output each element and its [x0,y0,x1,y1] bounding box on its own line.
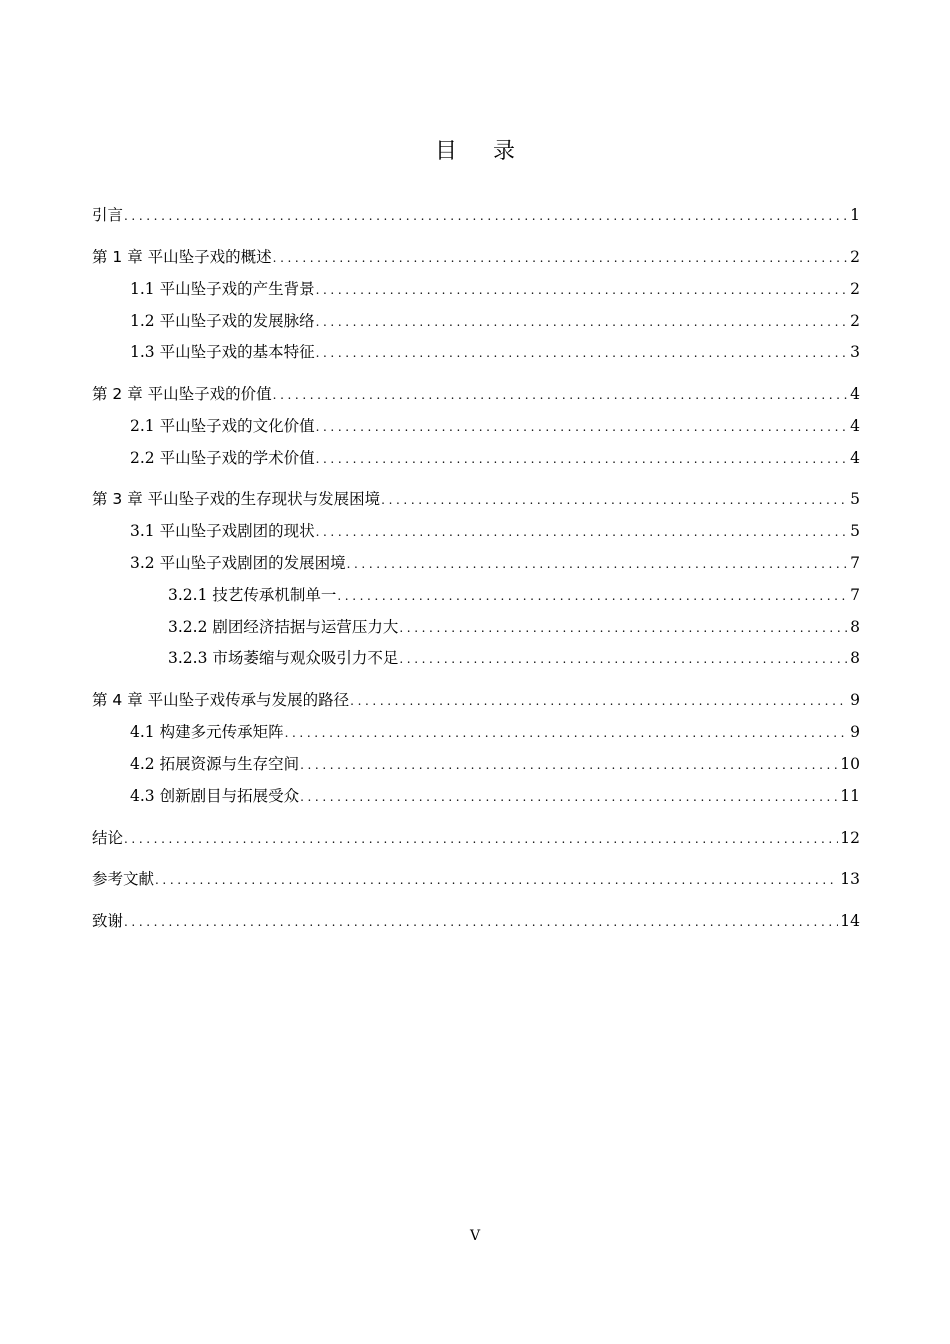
toc-entry-label: 2.1 平山坠子戏的文化价值 [130,417,315,435]
toc-entry-label: 第 1 章 平山坠子戏的概述 [92,248,272,266]
toc-entry[interactable] [130,784,860,808]
toc-leader-dots [316,520,849,544]
toc-entry[interactable] [168,615,860,639]
toc-entry-page: 12 [840,829,860,847]
toc-entry-page: 5 [850,522,860,540]
toc-entry-label: 4.2 拓展资源与生存空间 [130,755,300,773]
toc-entry-page: 4 [850,385,860,403]
toc-entry-label: 参考文献 [92,870,155,888]
toc-entry-page: 5 [850,490,860,508]
toc-entry-page: 7 [850,586,860,604]
toc-entry[interactable] [168,583,860,607]
toc-entry[interactable] [168,646,860,670]
toc-entry-page: 4 [850,449,860,467]
toc-entry-page: 10 [840,755,860,773]
toc-entry[interactable] [92,382,860,406]
toc-entry-page: 8 [850,649,860,667]
toc-entry[interactable] [130,551,860,575]
toc-leader-dots [316,415,849,439]
toc-entry-page: 14 [840,912,860,930]
toc-entry-label: 第 3 章 平山坠子戏的生存现状与发展困境 [92,490,381,508]
toc-entry[interactable] [130,340,860,364]
toc-leader-dots [300,753,838,777]
toc-entry[interactable] [92,487,860,511]
toc-leader-dots [399,616,848,640]
toc-entry-page: 4 [850,417,860,435]
toc-entry[interactable] [130,519,860,543]
page-title: 目录 [434,139,551,164]
toc-entry[interactable] [92,826,860,850]
toc-entry-page: 1 [850,206,860,224]
toc-leader-dots [399,647,848,671]
toc-entry-label: 3.2.2 剧团经济拮据与运营压力大 [168,618,399,636]
toc-leader-dots [316,310,849,334]
toc-entry-label: 3.2 平山坠子戏剧团的发展困境 [130,554,346,572]
toc-entry[interactable] [130,752,860,776]
toc-leader-dots [316,447,849,471]
toc-entry-page: 11 [840,787,860,805]
toc-leader-dots [316,341,849,365]
toc-leader-dots [337,584,848,608]
toc-leader-dots [381,488,848,512]
toc-entry-page: 3 [850,343,860,361]
toc-leader-dots [273,246,848,270]
toc-leader-dots [124,204,848,228]
toc-entry-page: 8 [850,618,860,636]
toc-entry[interactable] [130,446,860,470]
toc-entry-label: 1.2 平山坠子戏的发展脉络 [130,312,315,330]
toc-leader-dots [350,689,848,713]
toc-entry-page: 7 [850,554,860,572]
toc-leader-dots [124,827,838,851]
toc-entry-label: 2.2 平山坠子戏的学术价值 [130,449,315,467]
toc-entry-label: 3.2.3 市场萎缩与观众吸引力不足 [168,649,399,667]
toc-leader-dots [285,721,849,745]
toc-entry-page: 2 [850,280,860,298]
toc-entry-page: 9 [850,691,860,709]
toc-leader-dots [347,552,849,576]
toc-entry-page: 13 [840,870,860,888]
toc-entry[interactable] [92,245,860,269]
toc-entry[interactable] [130,414,860,438]
toc-entry[interactable] [92,867,860,891]
toc-entry[interactable] [130,277,860,301]
toc-leader-dots [316,278,849,302]
toc-entry-label: 结论 [92,829,124,847]
toc-entry-label: 致谢 [92,912,124,930]
toc-entry-label: 第 2 章 平山坠子戏的价值 [92,385,272,403]
toc-entry[interactable] [92,203,860,227]
toc-entry-label: 3.2.1 技艺传承机制单一 [168,586,337,604]
page-number: V [469,1228,481,1244]
toc-entry[interactable] [130,309,860,333]
toc-entry-label: 引言 [92,206,124,224]
toc-entry-label: 3.1 平山坠子戏剧团的现状 [130,522,315,540]
toc-leader-dots [155,868,838,892]
toc-entry[interactable] [92,688,860,712]
toc-entry-label: 4.1 构建多元传承矩阵 [130,723,284,741]
toc-entry-page: 9 [850,723,860,741]
toc-entry[interactable] [92,909,860,933]
toc-entry-page: 2 [850,312,860,330]
toc-entry-label: 1.3 平山坠子戏的基本特征 [130,343,315,361]
toc-entry-label: 第 4 章 平山坠子戏传承与发展的路径 [92,691,350,709]
toc-leader-dots [273,383,848,407]
toc-entry[interactable] [130,720,860,744]
toc-leader-dots [300,785,838,809]
toc-entry-label: 4.3 创新剧目与拓展受众 [130,787,300,805]
toc-entry-page: 2 [850,248,860,266]
toc-leader-dots [124,910,838,934]
toc-entry-label: 1.1 平山坠子戏的产生背景 [130,280,315,298]
